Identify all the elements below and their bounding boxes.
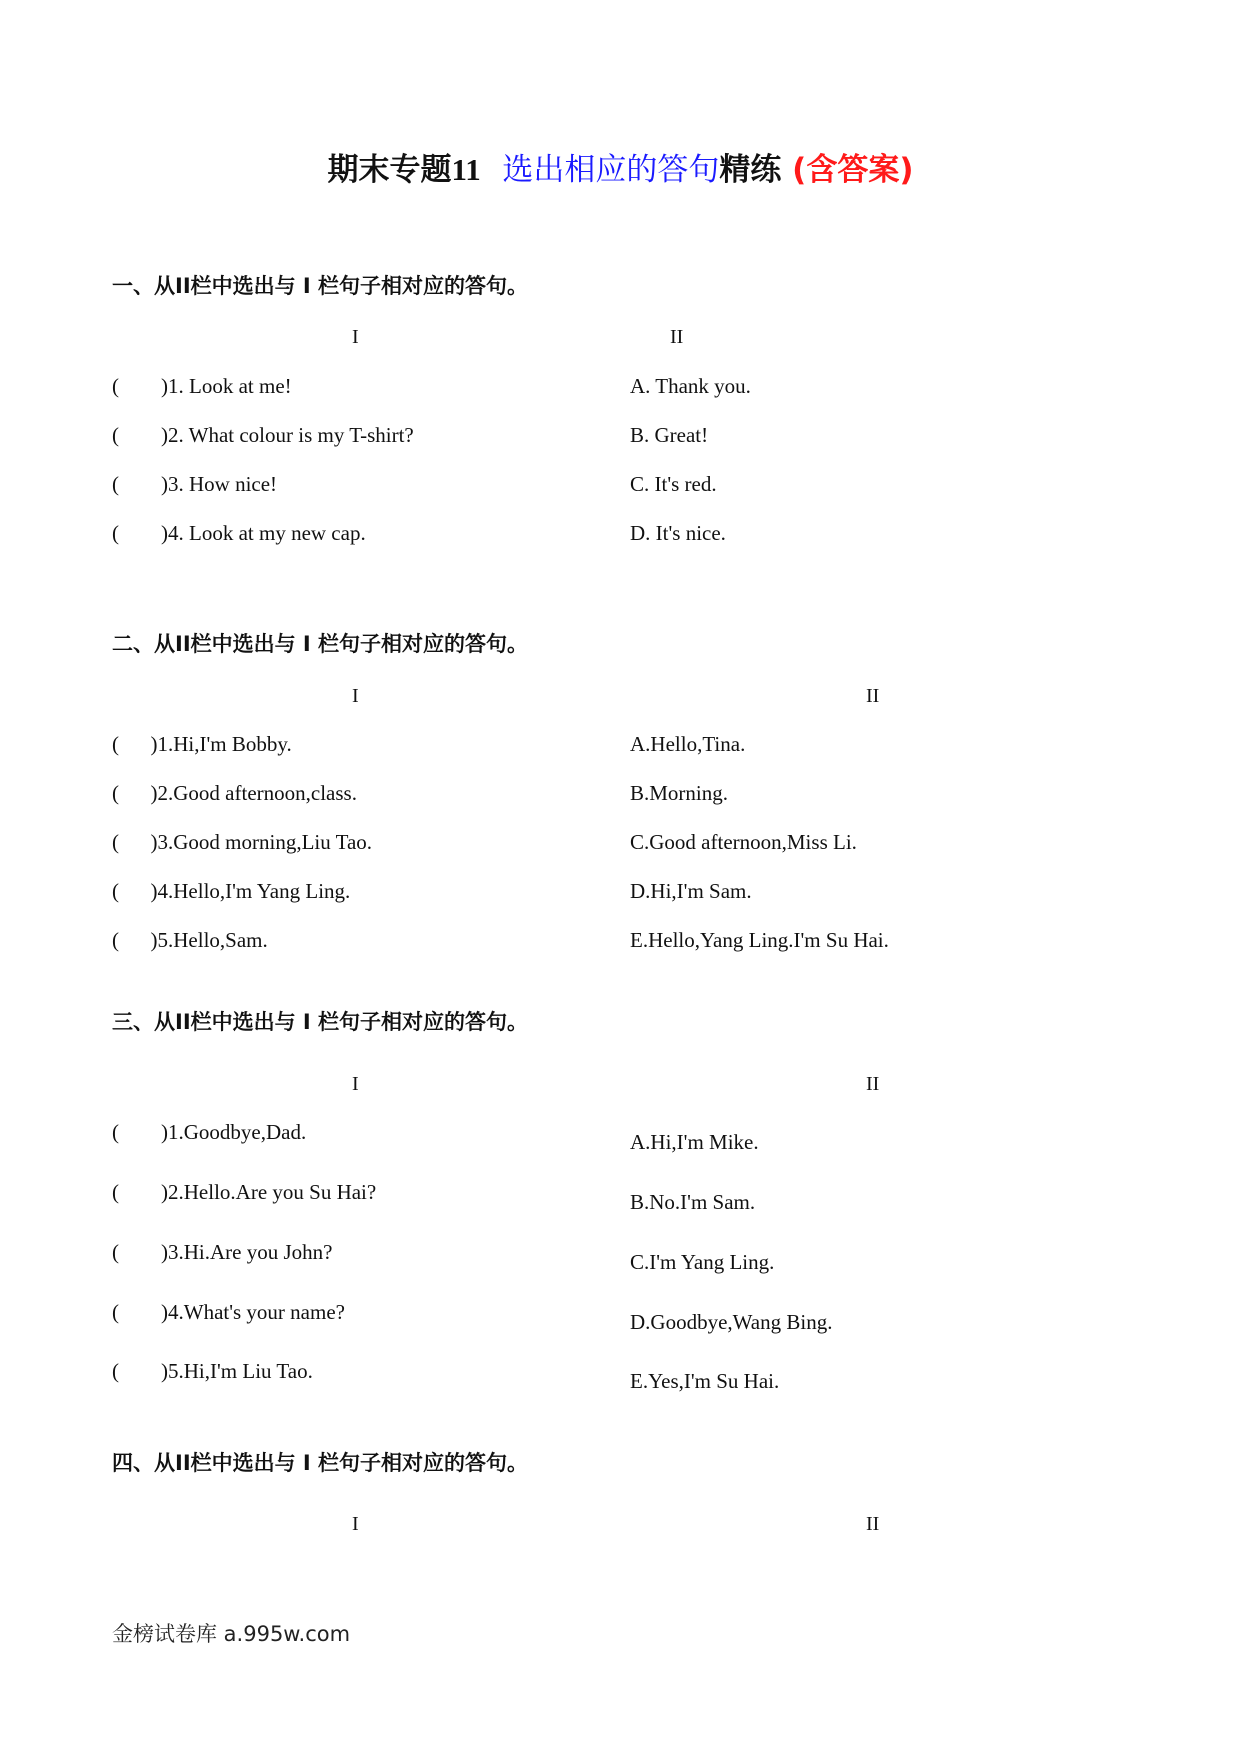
title-topic: 选出相应的答句 xyxy=(502,152,720,188)
answer-blank-open: ( xyxy=(112,1240,119,1264)
answer-blank-open: ( xyxy=(112,1180,119,1204)
section-2-question-5 xyxy=(112,926,268,954)
question-text: 2.Good afternoon,class. xyxy=(157,781,357,805)
answer-blank-close: ) xyxy=(161,1180,168,1204)
title-practice: 精练 xyxy=(719,152,782,188)
section-4-heading: 四、从II栏中选出与 I 栏句子相对应的答句。 xyxy=(112,1451,529,1475)
question-text: 3. How nice! xyxy=(168,472,278,496)
question-text: 1.Goodbye,Dad. xyxy=(168,1120,307,1144)
answer-blank-close: ) xyxy=(150,928,158,952)
question-text: 2.Hello.Are you Su Hai? xyxy=(168,1180,377,1204)
answer-blank-open: ( xyxy=(112,1120,119,1144)
answer-blank-open: ( xyxy=(112,928,119,952)
section-2-answer-a: A.Hello,Tina. xyxy=(630,732,746,756)
question-text: 4. Look at my new cap. xyxy=(168,521,366,545)
section-1-col-ii: II xyxy=(670,326,684,348)
section-3-heading: 三、从II栏中选出与 I 栏句子相对应的答句。 xyxy=(112,1010,529,1034)
footer-source: 金榜试卷库 a.995w.com xyxy=(112,1622,351,1646)
answer-blank-open: ( xyxy=(112,521,119,545)
section-2-question-1 xyxy=(112,730,292,758)
section-3-question-5 xyxy=(112,1357,313,1385)
question-text: 4.Hello,I'm Yang Ling. xyxy=(157,879,351,903)
title-part1: 期末专题 xyxy=(327,152,452,188)
answer-blank-open: ( xyxy=(112,423,119,447)
section-1-question-3 xyxy=(112,470,277,498)
section-4-col-ii: II xyxy=(866,1513,880,1535)
section-3-answer-c: C.I'm Yang Ling. xyxy=(630,1250,775,1274)
section-3-question-2 xyxy=(112,1178,376,1206)
section-3-col-ii: II xyxy=(866,1073,880,1095)
section-2-col-ii: II xyxy=(866,685,880,707)
section-2-question-4 xyxy=(112,877,350,905)
section-2-question-2 xyxy=(112,779,357,807)
section-3-question-4 xyxy=(112,1298,345,1326)
question-text: 5.Hello,Sam. xyxy=(157,928,268,952)
section-3-answer-e: E.Yes,I'm Su Hai. xyxy=(630,1369,780,1393)
answer-blank-open: ( xyxy=(112,879,119,903)
section-2-question-3 xyxy=(112,828,372,856)
answer-blank-open: ( xyxy=(112,374,119,398)
question-text: 1.Hi,I'm Bobby. xyxy=(157,732,292,756)
section-3-question-3 xyxy=(112,1238,332,1266)
section-1-col-i: I xyxy=(352,326,359,348)
section-3-answer-d: D.Goodbye,Wang Bing. xyxy=(630,1310,833,1334)
section-4-col-i: I xyxy=(352,1513,359,1535)
section-3-answer-b: B.No.I'm Sam. xyxy=(630,1190,756,1214)
section-1-answer-d: D. It's nice. xyxy=(630,521,726,545)
answer-blank-close: ) xyxy=(161,423,168,447)
section-1-question-2 xyxy=(112,421,414,449)
question-text: 3.Good morning,Liu Tao. xyxy=(157,830,373,854)
answer-blank-close: ) xyxy=(161,1240,168,1264)
question-text: 4.What's your name? xyxy=(168,1300,345,1324)
section-3-answer-a: A.Hi,I'm Mike. xyxy=(630,1130,759,1154)
section-1-answer-c: C. It's red. xyxy=(630,472,717,496)
answer-blank-open: ( xyxy=(112,830,119,854)
section-1-answer-a: A. Thank you. xyxy=(630,374,751,398)
section-2-answer-e: E.Hello,Yang Ling.I'm Su Hai. xyxy=(630,928,889,952)
section-1-answer-b: B. Great! xyxy=(630,423,709,447)
answer-blank-close: ) xyxy=(161,1300,168,1324)
answer-blank-close: ) xyxy=(150,830,158,854)
answer-blank-close: ) xyxy=(150,879,158,903)
answer-blank-open: ( xyxy=(112,1300,119,1324)
answer-blank-open: ( xyxy=(112,1359,119,1383)
section-3-question-1 xyxy=(112,1118,306,1146)
question-text: 3.Hi.Are you John? xyxy=(168,1240,333,1264)
section-2-answer-d: D.Hi,I'm Sam. xyxy=(630,879,752,903)
answer-blank-close: ) xyxy=(161,472,168,496)
question-text: 1. Look at me! xyxy=(168,374,292,398)
title-number: 11 xyxy=(451,152,481,187)
section-2-answer-c: C.Good afternoon,Miss Li. xyxy=(630,830,857,854)
answer-blank-close: ) xyxy=(150,732,158,756)
title-answer-note: (含答案) xyxy=(792,152,914,188)
section-2-answer-b: B.Morning. xyxy=(630,781,729,805)
section-3-col-i: I xyxy=(352,1073,359,1095)
page-title xyxy=(0,150,1241,190)
answer-blank-close: ) xyxy=(161,521,168,545)
answer-blank-close: ) xyxy=(161,1359,168,1383)
section-2-col-i: I xyxy=(352,685,359,707)
answer-blank-open: ( xyxy=(112,472,119,496)
answer-blank-close: ) xyxy=(161,374,168,398)
section-1-question-1 xyxy=(112,372,292,400)
section-2-heading: 二、从II栏中选出与 I 栏句子相对应的答句。 xyxy=(112,632,529,656)
answer-blank-close: ) xyxy=(161,1120,168,1144)
answer-blank-close: ) xyxy=(150,781,158,805)
section-1-question-4 xyxy=(112,519,366,547)
answer-blank-open: ( xyxy=(112,781,119,805)
answer-blank-open: ( xyxy=(112,732,119,756)
question-text: 2. What colour is my T-shirt? xyxy=(168,423,414,447)
section-1-heading: 一、从II栏中选出与 I 栏句子相对应的答句。 xyxy=(112,274,529,298)
question-text: 5.Hi,I'm Liu Tao. xyxy=(168,1359,313,1383)
